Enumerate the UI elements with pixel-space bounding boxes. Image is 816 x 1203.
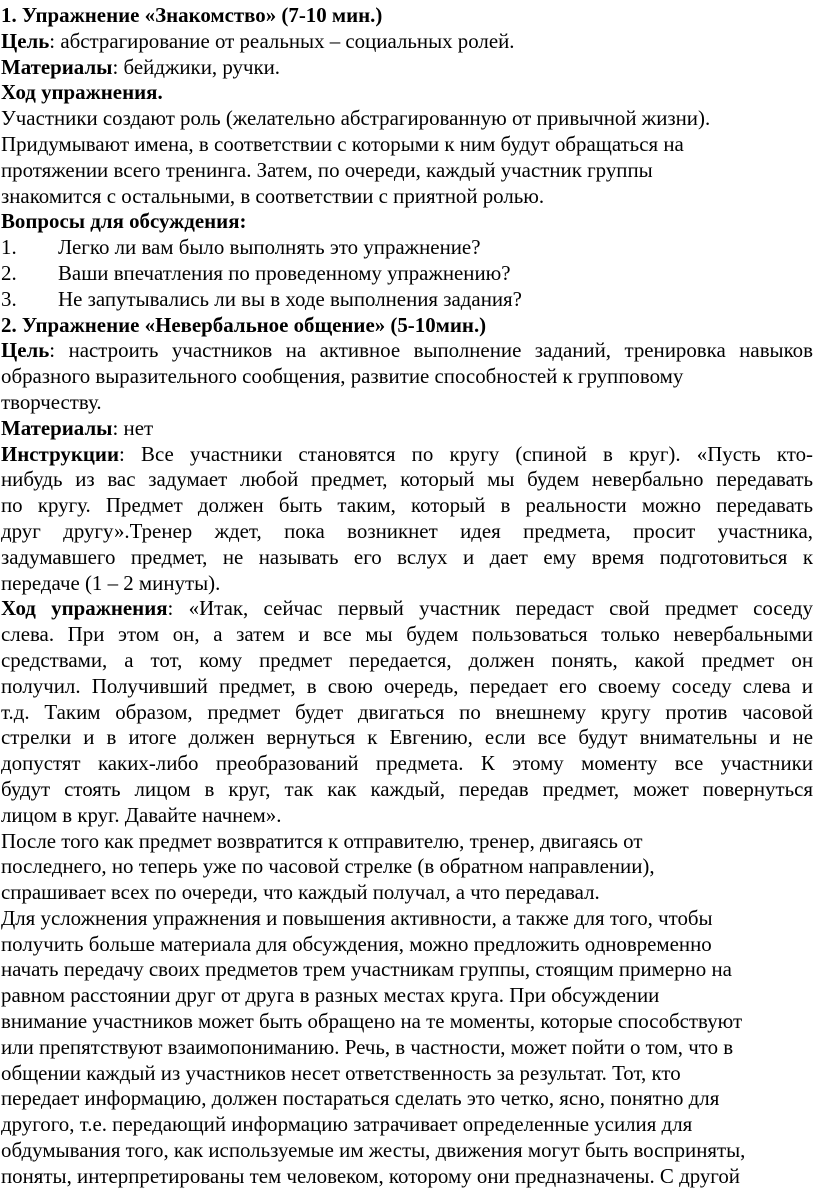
list-text: Ваши впечатления по проведенному упражнению? [58, 260, 511, 285]
text-line: передает информацию, должен постараться сделать это четко, ясно, понятно для [1, 1086, 720, 1111]
goal-label: Цель [1, 28, 50, 53]
goal-text: : абстрагирование от реальных – социальных ролей. [49, 28, 515, 53]
text-line: Участники создают роль (желательно абстрагированную от привычной жизни). [1, 106, 711, 131]
text-line: по кругу. Предмет должен быть таким, который в реальности можно передавать [1, 493, 813, 518]
text-line: нибудь из вас задумает любой предмет, который мы будем невербально передавать [1, 467, 813, 492]
text-line: друг другу».Тренер ждет, пока возникнет идея предмета, просит участника, [1, 518, 813, 543]
exercise-2-materials [1, 416, 813, 442]
list-item [1, 235, 813, 261]
text-line: спрашивает всех по очереди, что каждый получал, а что передавал. [1, 880, 600, 905]
exercise-2-title: 2. Упражнение «Невербальное общение» (5-10мин.) [1, 312, 487, 337]
exercise-1-course-heading: Ход упражнения. [1, 80, 163, 105]
text-line: стрелки и в итоге должен вернуться к Евгению, если все будут внимательны и не [1, 725, 813, 750]
text-line: творчеству. [1, 389, 102, 414]
text-line: допустят каких-либо преобразований предмета. К этому моменту все участники [1, 751, 813, 776]
text-line: Для усложнения упражнения и повышения активности, а также для того, чтобы [1, 905, 713, 930]
text-line: После того как предмет возвратится к отправителю, тренер, двигаясь от [1, 828, 643, 853]
exercise-2-course [1, 596, 813, 622]
materials-label: Материалы [1, 54, 113, 79]
list-item [1, 287, 813, 313]
questions-heading: Вопросы для обсуждения: [1, 209, 247, 234]
text-line: общении каждый из участников несет ответственность за результат. Тот, кто [1, 1060, 681, 1085]
exercise-1-goal [1, 29, 813, 55]
text-line: или препятствуют взаимопониманию. Речь, в частности, может пойти о том, что в [1, 1034, 734, 1059]
list-number: 3. [1, 286, 17, 311]
exercise-1-title: 1. Упражнение «Знакомство» (7-10 мин.) [1, 3, 383, 27]
text-line: протяжении всего тренинга. Затем, по очереди, каждый участник группы [1, 157, 653, 182]
text-line: образного выразительного сообщения, развитие способностей к групповому [1, 364, 684, 389]
materials-label: Материалы [1, 415, 113, 440]
instructions-label: Инструкции [1, 441, 120, 466]
document-page [1, 3, 813, 1190]
list-number: 1. [1, 235, 17, 260]
text-line: слева. При этом он, а затем и все мы будем пользоваться только невербальными [1, 622, 813, 647]
text-line: получить больше материала для обсуждения, можно предложить одновременно [1, 931, 712, 956]
text-line: другого, т.е. передающий информацию затрачивает определенные усилия для [1, 1112, 693, 1137]
text-line: лицом в круг. Давайте начнем». [1, 802, 282, 827]
text-line: средствами, а тот, кому предмет передается, должен понять, какой предмет он [1, 647, 813, 672]
course-text: : «Итак, сейчас первый участник передаст свой предмет соседу [167, 596, 813, 621]
text-line: передаче (1 – 2 минуты). [1, 570, 221, 595]
list-item [1, 261, 813, 287]
text-line: получил. Получивший предмет, в свою очередь, передает его своему соседу слева и [1, 673, 813, 698]
text-line: начать передачу своих предметов трем участникам группы, стоящим примерно на [1, 957, 732, 982]
instructions-text: : Все участники становятся по кругу (спиной в круг). «Пусть кто- [119, 441, 813, 466]
text-line: будут стоять лицом в круг, так как каждый, передав предмет, может повернуться [1, 776, 813, 801]
list-text: Легко ли вам было выполнять это упражнение? [58, 235, 481, 260]
text-line: последнего, но теперь уже по часовой стрелке (в обратном направлении), [1, 854, 655, 879]
materials-text: : бейджики, ручки. [112, 54, 281, 79]
text-line: т.д. Таким образом, предмет будет двигаться по внешнему кругу против часовой [1, 699, 813, 724]
text-line: знакомится с остальными, в соответствии с приятной ролью. [1, 183, 545, 208]
goal-text: : настроить участников на активное выполнение заданий, тренировка навыков [49, 338, 813, 363]
exercise-2-instructions [1, 442, 813, 468]
exercise-2-goal [1, 338, 813, 364]
text-line: обдумывания того, как используемые им жесты, движения могут быть восприняты, [1, 1138, 746, 1163]
text-line: поняты, интерпретированы тем человеком, которому они предназначены. С другой [1, 1163, 740, 1188]
text-line: внимание участников может быть обращено на те моменты, которые способствуют [1, 1009, 743, 1034]
text-line: задумавшего предмет, не называть его вслух и дает ему время подготовиться к [1, 544, 813, 569]
list-text: Не запутывались ли вы в ходе выполнения задания? [58, 286, 522, 311]
course-label: Ход упражнения [1, 596, 168, 621]
goal-label: Цель [1, 338, 50, 363]
list-number: 2. [1, 260, 17, 285]
materials-text: : нет [112, 415, 154, 440]
exercise-1-materials [1, 55, 813, 81]
text-line: равном расстоянии друг от друга в разных местах круга. При обсуждении [1, 983, 660, 1008]
text-line: Придумывают имена, в соответствии с которыми к ним будут обращаться на [1, 131, 684, 156]
